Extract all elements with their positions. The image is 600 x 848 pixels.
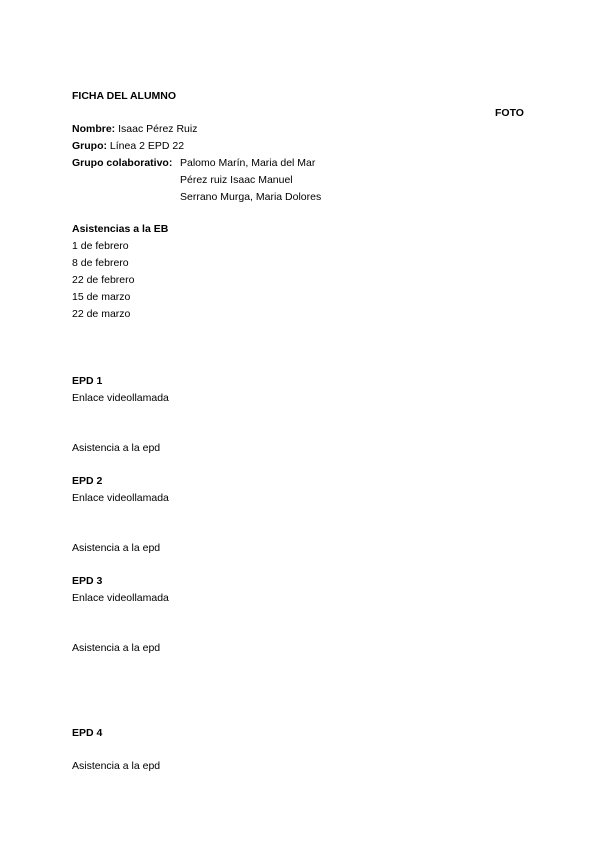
- name-row: [72, 123, 197, 135]
- name-value: Isaac Pérez Ruiz: [118, 123, 198, 135]
- attendance-date: 22 de marzo: [72, 308, 131, 320]
- epd-attendance-label: Asistencia a la epd: [72, 542, 161, 554]
- attendance-date: 1 de febrero: [72, 240, 129, 252]
- epd-attendance-label: Asistencia a la epd: [72, 442, 161, 454]
- epd-heading: EPD 3: [72, 575, 103, 587]
- videocall-link-label: Enlace videollamada: [72, 592, 169, 604]
- epd-heading: EPD 2: [72, 475, 103, 487]
- attendance-date: 22 de febrero: [72, 274, 135, 286]
- collab-member: Serrano Murga, Maria Dolores: [180, 191, 322, 203]
- attendance-date: 15 de marzo: [72, 291, 131, 303]
- videocall-link-label: Enlace videollamada: [72, 492, 169, 504]
- collab-member: Palomo Marín, Maria del Mar: [180, 157, 316, 169]
- epd-attendance-label: Asistencia a la epd: [72, 760, 161, 772]
- group-label: Grupo:: [72, 140, 107, 152]
- photo-label: FOTO: [495, 107, 524, 119]
- epd-attendance-label: Asistencia a la epd: [72, 642, 161, 654]
- attendance-eb-heading: Asistencias a la EB: [72, 223, 169, 235]
- collab-member: Pérez ruiz Isaac Manuel: [180, 174, 293, 186]
- epd-heading: EPD 1: [72, 375, 103, 387]
- videocall-link-label: Enlace videollamada: [72, 392, 169, 404]
- page-title: FICHA DEL ALUMNO: [72, 90, 177, 102]
- collab-label: Grupo colaborativo:: [72, 157, 173, 169]
- epd-heading: EPD 4: [72, 727, 103, 739]
- group-row: [72, 140, 184, 152]
- group-value: Línea 2 EPD 22: [109, 140, 185, 152]
- name-label: Nombre:: [72, 123, 116, 135]
- attendance-date: 8 de febrero: [72, 257, 129, 269]
